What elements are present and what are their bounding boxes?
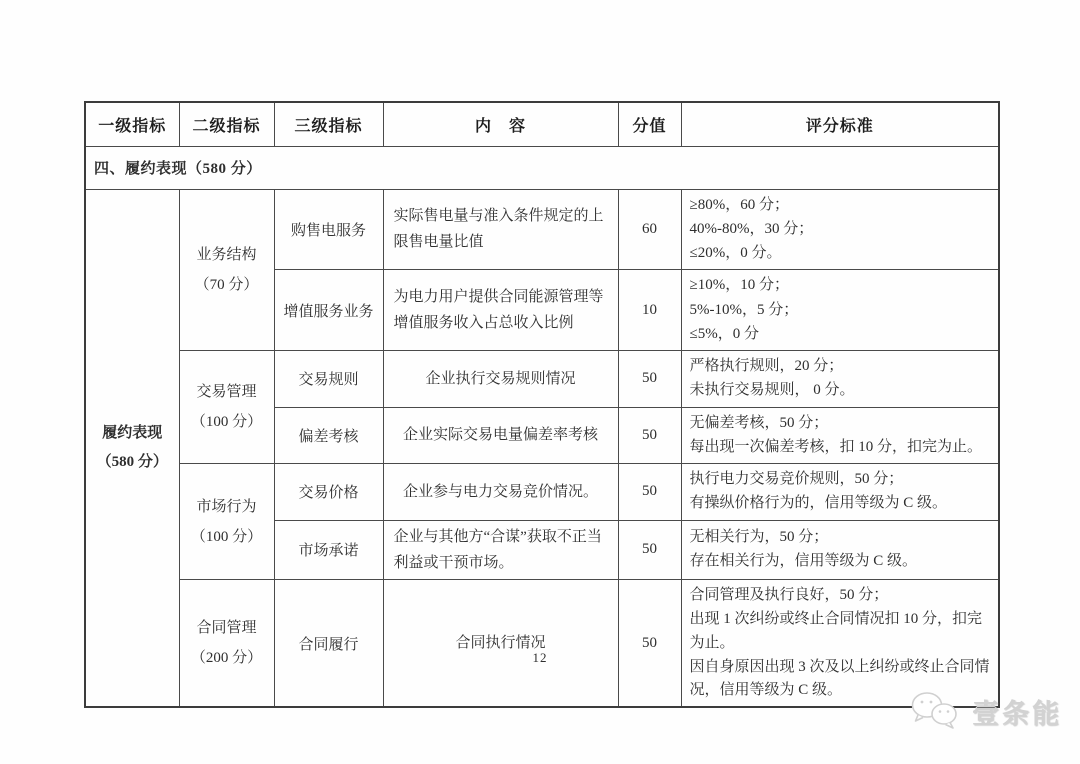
level1-score: （580 分） xyxy=(96,453,168,470)
level2-score: （100 分） xyxy=(190,414,263,430)
cell-score: 60 xyxy=(618,189,681,270)
standard-line: 严格执行规则，20 分； xyxy=(689,358,844,374)
cell-level2-contract-management xyxy=(179,580,274,708)
cell-score: 50 xyxy=(618,351,681,408)
level2-name: 业务结构 xyxy=(196,246,257,263)
table-row xyxy=(85,351,999,408)
level1-name: 履约表现 xyxy=(102,425,163,442)
cell-standard xyxy=(681,351,999,408)
table-row xyxy=(85,189,999,270)
standard-line: 执行电力交易竞价规则，50 分； xyxy=(689,471,904,487)
level2-score: （100 分） xyxy=(190,528,263,545)
cell-content: 企业实际交易电量偏差率考核 xyxy=(383,407,618,464)
table-row xyxy=(85,464,999,521)
watermark-text: 壹条能 xyxy=(972,698,1062,729)
standard-line: 因自身原因出现 3 次及以上纠纷或终止合同情况，信用等级为 C 级。 xyxy=(689,658,990,698)
level2-name: 合同管理 xyxy=(196,620,257,637)
standard-line: 无偏差考核，50 分； xyxy=(689,414,829,431)
standard-line: 未执行交易规则， 0 分。 xyxy=(689,382,855,399)
cell-content: 企业参与电力交易竞价情况。 xyxy=(383,464,618,521)
header-content: 内 容 xyxy=(383,102,618,146)
header-score: 分值 xyxy=(618,102,681,146)
cell-level3: 交易规则 xyxy=(274,351,383,408)
standard-line: 合同管理及执行良好，50 分； xyxy=(689,587,889,603)
cell-level3: 偏差考核 xyxy=(274,407,383,464)
table-row xyxy=(85,580,999,708)
cell-standard xyxy=(681,189,999,270)
cell-content: 合同执行情况 xyxy=(383,580,618,708)
standard-line: 存在相关行为，信用等级为 C 级。 xyxy=(689,553,918,570)
cell-level3: 合同履行 xyxy=(274,580,383,708)
standard-line: ≥80%，60 分； xyxy=(689,196,789,213)
header-level1-indicator: 一级指标 xyxy=(85,102,179,146)
wechat-icon xyxy=(910,690,962,732)
cell-standard xyxy=(681,520,999,580)
standard-line: 40%-80%，30 分； xyxy=(689,220,814,237)
cell-level3: 交易价格 xyxy=(274,464,383,521)
cell-score: 50 xyxy=(618,520,681,580)
header-level3-indicator: 三级指标 xyxy=(274,102,383,146)
cell-level3: 购售电服务 xyxy=(274,189,383,270)
cell-standard xyxy=(681,580,999,708)
cell-level2-trade-management xyxy=(179,351,274,464)
standard-line: 每出现一次偏差考核，扣 10 分，扣完为止。 xyxy=(689,438,983,455)
cell-content: 实际售电量与准入条件规定的上限售电量比值 xyxy=(383,189,618,270)
standard-line: 出现 1 次纠纷或终止合同情况扣 10 分，扣完为止。 xyxy=(689,611,983,651)
cell-level2-business-structure xyxy=(179,189,274,351)
standard-line: 无相关行为，50 分； xyxy=(689,529,829,545)
level2-name: 市场行为 xyxy=(196,498,257,515)
scoring-criteria-table xyxy=(84,101,1000,708)
publisher-watermark xyxy=(910,690,1062,732)
page-number: 12 xyxy=(532,650,548,665)
cell-score: 50 xyxy=(618,407,681,464)
cell-score: 50 xyxy=(618,464,681,521)
level2-name: 交易管理 xyxy=(196,384,257,400)
table-header-row xyxy=(85,102,999,146)
cell-score: 50 xyxy=(618,580,681,708)
section-title: 四、履约表现（580 分） xyxy=(85,146,999,189)
cell-content: 企业执行交易规则情况 xyxy=(383,351,618,408)
cell-content: 为电力用户提供合同能源管理等增值服务收入占总收入比例 xyxy=(383,270,618,351)
cell-level3: 增值服务业务 xyxy=(274,270,383,351)
header-level2-indicator: 二级指标 xyxy=(179,102,274,146)
section-row xyxy=(85,146,999,189)
cell-standard xyxy=(681,464,999,521)
level2-score: （200 分） xyxy=(190,650,263,667)
cell-score: 10 xyxy=(618,270,681,351)
cell-content: 企业与其他方“合谋”获取不正当利益或干预市场。 xyxy=(383,520,618,580)
cell-level1-performance xyxy=(85,189,179,707)
cell-standard xyxy=(681,270,999,351)
header-standard: 评分标准 xyxy=(681,102,999,146)
cell-level3: 市场承诺 xyxy=(274,520,383,580)
standard-line: ≤20%，0 分。 xyxy=(689,245,782,261)
cell-standard xyxy=(681,407,999,464)
standard-line: 5%-10%，5 分； xyxy=(689,301,799,318)
standard-line: ≥10%，10 分； xyxy=(689,277,789,294)
standard-line: 有操纵价格行为的，信用等级为 C 级。 xyxy=(689,495,948,512)
level2-score: （70 分） xyxy=(194,276,259,293)
standard-line: ≤5%，0 分 xyxy=(689,325,759,342)
cell-level2-market-behavior xyxy=(179,464,274,580)
